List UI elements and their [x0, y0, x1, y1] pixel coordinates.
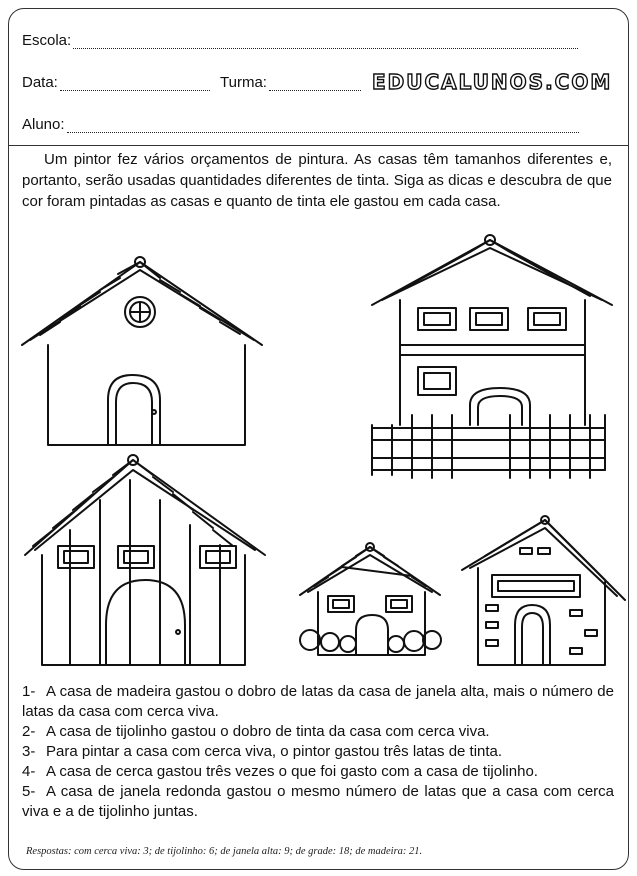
question-5-number: 5-: [22, 783, 36, 800]
question-1: [22, 682, 614, 722]
question-5-text: A casa de janela redonda gastou o mesmo número de latas que a casa com cerca viva e a de tijolinho juntas.: [22, 783, 614, 820]
data-label: Data:: [22, 74, 58, 91]
answers-line: Respostas: com cerca viva: 3; de tijolinho: 6; de janela alta: 9; de grade: 18; de madeira: 21.: [26, 846, 423, 857]
intro-paragraph: Um pintor fez vários orçamentos de pintura. As casas têm tamanhos diferentes e, portanto, serão usadas quantidades diferentes de tinta. Siga as dicas e descubra de que cor foram pintadas as casas e quanto de tinta ele gastou em cada casa.: [22, 151, 612, 210]
house-wooden: [25, 455, 265, 665]
house-brick: [462, 516, 625, 665]
question-2-text: A casa de tijolinho gastou o dobro de tinta da casa com cerca viva.: [46, 723, 490, 740]
question-5: [22, 782, 614, 822]
turma-label: Turma:: [220, 74, 267, 91]
question-1-number: 1-: [22, 683, 36, 700]
question-3: [22, 742, 614, 762]
question-4: [22, 762, 614, 782]
educalunos-logo: EDUCALUNOS.COM: [372, 70, 613, 94]
aluno-label: Aluno:: [22, 116, 65, 133]
question-1-text: A casa de madeira gastou o dobro de latas da casa de janela alta, mais o número de latas da casa com cerca viva.: [22, 683, 614, 720]
question-2-number: 2-: [22, 723, 36, 740]
question-2: [22, 722, 614, 742]
escola-label: Escola:: [22, 32, 72, 49]
question-3-text: Para pintar a casa com cerca viva, o pintor gastou três latas de tinta.: [46, 743, 503, 760]
question-4-text: A casa de cerca gastou três vezes o que foi gasto com a casa de tijolinho.: [46, 763, 538, 780]
house-tall-window: [372, 235, 612, 478]
question-3-number: 3-: [22, 743, 36, 760]
house-round-window: [22, 257, 262, 445]
house-hedge: [300, 543, 441, 655]
question-4-number: 4-: [22, 763, 36, 780]
